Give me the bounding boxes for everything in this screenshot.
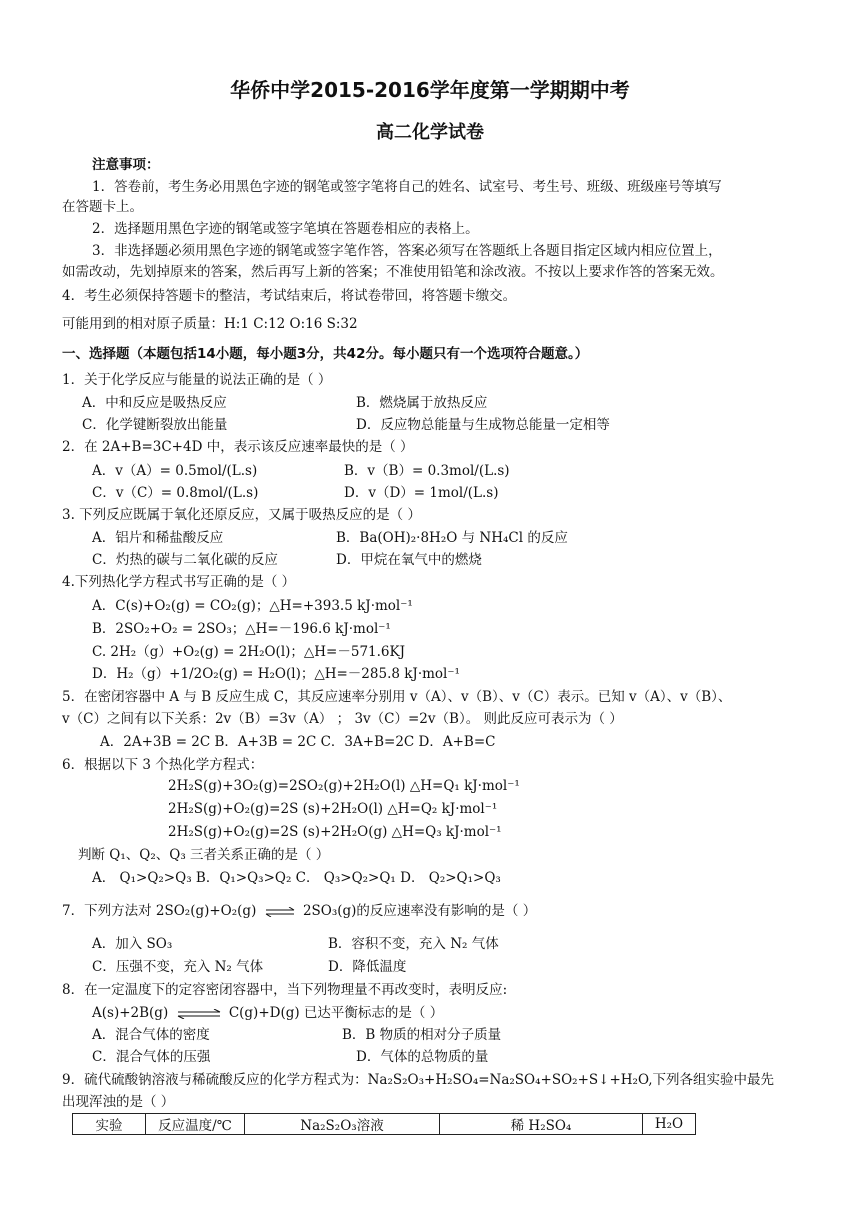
table-header-cell: Na₂S₂O₃溶液 xyxy=(245,1114,440,1135)
option: B．燃烧属于放热反应 xyxy=(356,395,488,411)
equation: 2H₂S(g)+O₂(g)=2S (s)+2H₂O(l) △H=Q₂ kJ·mol⁻¹ xyxy=(168,801,498,817)
option: D．气体的总物质的量 xyxy=(356,1049,489,1065)
reversible-arrow-icon xyxy=(177,1009,221,1019)
experiment-table xyxy=(72,1113,696,1135)
option: B．v（B）= 0.3mol/(L.s) xyxy=(344,463,510,479)
question-7-text: 7．下列方法对 2SO₂(g)+O₂(g) xyxy=(62,903,257,919)
question-6-judge: 判断 Q₁、Q₂、Q₃ 三者关系正确的是（ ） xyxy=(78,847,330,863)
question-5-cont: v（C）之间有以下关系：2v（B）=3v（A） ； 3v（C）=2v（B）。 则此反应可表示为（ ） xyxy=(62,711,623,727)
option: A．铝片和稀盐酸反应 xyxy=(92,530,224,546)
atomic-mass-line: 可能用到的相对原子质量：H:1 C:12 O:16 S:32 xyxy=(62,316,358,332)
options-row: A．2A+3B = 2C B．A+3B = 2C C．3A+B=2C D．A+B=C xyxy=(100,734,496,750)
notice-item: 3．非选择题必须用黑色字迹的钢笔或签字笔作答，答案必须写在答题纸上各题目指定区域内相应位置上， xyxy=(92,243,722,259)
option: C．v（C）= 0.8mol/(L.s) xyxy=(92,485,259,501)
question-9: 9．硫代硫酸钠溶液与稀硫酸反应的化学方程式为：Na₂S₂O₃+H₂SO₄=Na₂SO₄+SO₂+S↓+H₂O,下列各组实验中最先 xyxy=(62,1072,775,1088)
option: D．H₂（g）+1/2O₂(g) = H₂O(l)；△H=－285.8 kJ·mol⁻¹ xyxy=(92,666,460,682)
option: A．混合气体的密度 xyxy=(92,1027,210,1043)
question-3: 3. 下列反应既属于氧化还原反应，又属于吸热反应的是（ ） xyxy=(62,507,421,523)
table-header-cell: 实验 xyxy=(73,1114,146,1135)
page-title: 华侨中学2015-2016学年度第一学期期中考 xyxy=(230,78,630,102)
option: B．B 物质的相对分子质量 xyxy=(342,1027,502,1043)
question-8: 8．在一定温度下的定容密闭容器中，当下列物理量不再改变时，表明反应: xyxy=(62,982,508,998)
notice-item: 在答题卡上。 xyxy=(62,199,143,215)
notice-item: 1．答卷前，考生务必用黑色字迹的钢笔或签字笔将自己的姓名、试室号、考生号、班级、班级座号等填写 xyxy=(92,179,722,195)
option: D．反应物总能量与生成物总能量一定相等 xyxy=(356,417,610,433)
question-8-equation xyxy=(92,1004,443,1022)
option: D．v（D）= 1mol/(L.s) xyxy=(344,485,499,501)
option: D．降低温度 xyxy=(328,959,407,975)
option: A．C(s)+O₂(g) = CO₂(g)；△H=+393.5 kJ·mol⁻¹ xyxy=(92,598,413,614)
option: D．甲烷在氧气中的燃烧 xyxy=(336,552,482,568)
option: C．压强不变，充入 N₂ 气体 xyxy=(92,959,264,975)
equation: 2H₂S(g)+3O₂(g)=2SO₂(g)+2H₂O(l) △H=Q₁ kJ·mol⁻¹ xyxy=(168,778,520,794)
option: B．容积不变，充入 N₂ 气体 xyxy=(328,936,499,952)
question-6: 6．根据以下 3 个热化学方程式： xyxy=(62,757,264,773)
table-row xyxy=(73,1114,696,1135)
question-2: 2．在 2A+B=3C+4D 中，表示该反应速率最快的是（ ） xyxy=(62,439,414,455)
option: C. 2H₂（g）+O₂(g) = 2H₂O(l)；△H=－571.6KJ xyxy=(92,644,406,660)
question-4: 4.下列热化学方程式书写正确的是（ ） xyxy=(62,574,296,590)
question-7-text: 2SO₃(g)的反应速率没有影响的是（ ） xyxy=(302,903,537,919)
question-7 xyxy=(62,902,536,920)
table-header-cell: H₂O xyxy=(643,1114,696,1135)
options-row: A． Q₁>Q₂>Q₃ B．Q₁>Q₃>Q₂ C． Q₃>Q₂>Q₁ D． Q₂>Q₁>Q₃ xyxy=(92,870,501,886)
notice-item: 4．考生必须保持答题卡的整洁，考试结束后，将试卷带回，将答题卡缴交。 xyxy=(62,288,517,304)
option: C．混合气体的压强 xyxy=(92,1049,211,1065)
page-subtitle: 高二化学试卷 xyxy=(376,122,484,143)
table-header-cell: 稀 H₂SO₄ xyxy=(440,1114,643,1135)
table-header-cell: 反应温度/℃ xyxy=(146,1114,245,1135)
option: B．Ba(OH)₂·8H₂O 与 NH₄Cl 的反应 xyxy=(336,530,568,546)
question-9-cont: 出现浑浊的是（ ） xyxy=(62,1094,175,1110)
question-8-text: C(g)+D(g) 已达平衡标志的是（ ） xyxy=(228,1005,444,1021)
notice-item: 2．选择题用黑色字迹的钢笔或签字笔填在答题卷相应的表格上。 xyxy=(92,221,479,237)
option: A．加入 SO₃ xyxy=(92,936,173,952)
question-1: 1．关于化学反应与能量的说法正确的是（ ） xyxy=(62,372,332,388)
section-heading: 一、选择题（本题包括14小题，每小题3分，共42分。每小题只有一个选项符合题意。） xyxy=(62,346,589,362)
option: B．2SO₂+O₂ = 2SO₃；△H=－196.6 kJ·mol⁻¹ xyxy=(92,621,391,637)
reversible-arrow-icon xyxy=(265,907,295,917)
option: A．中和反应是吸热反应 xyxy=(82,395,227,411)
notice-item: 如需改动，先划掉原来的答案，然后再写上新的答案；不准使用铅笔和涂改液。不按以上要求作答的答案无效。 xyxy=(62,264,724,280)
option: A．v（A）= 0.5mol/(L.s) xyxy=(92,463,258,479)
option: C．灼热的碳与二氧化碳的反应 xyxy=(92,552,278,568)
option: C．化学键断裂放出能量 xyxy=(82,417,228,433)
equation: 2H₂S(g)+O₂(g)=2S (s)+2H₂O(g) △H=Q₃ kJ·mol⁻¹ xyxy=(168,824,502,840)
question-8-text: A(s)+2B(g) xyxy=(92,1005,169,1021)
notice-heading: 注意事项： xyxy=(92,157,160,173)
question-5: 5．在密闭容器中 A 与 B 反应生成 C，其反应速率分别用 v（A）、v（B）、v（C）表示。已知 v（A）、v（B）、 xyxy=(62,689,732,705)
